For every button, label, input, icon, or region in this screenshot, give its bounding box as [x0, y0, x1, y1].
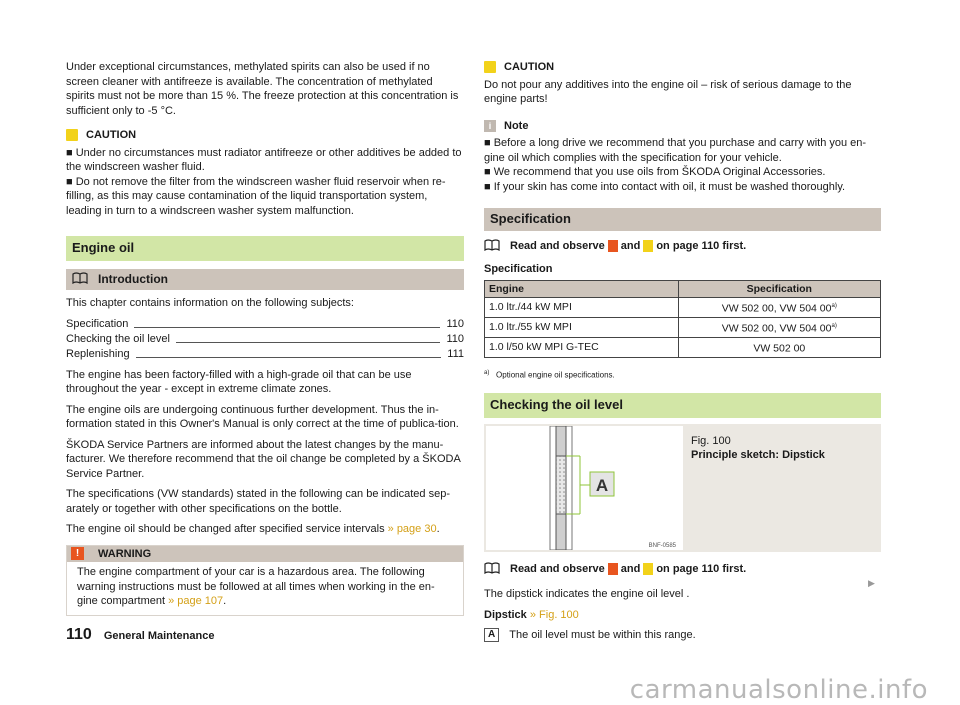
column-header: Specification	[678, 280, 880, 298]
footnote-ref: a)	[831, 323, 837, 329]
toc-label: Checking the oil level	[66, 333, 170, 345]
read-observe-suffix: on page 110 first.	[656, 240, 747, 252]
caution-icon	[484, 61, 496, 73]
warning-marker-icon	[608, 563, 618, 575]
read-observe-and: and	[620, 563, 641, 576]
service-interval-text: The engine oil should be changed after specified service intervals	[66, 523, 388, 535]
book-icon	[484, 239, 502, 255]
toc-item[interactable]	[66, 332, 464, 347]
caution-title: CAUTION	[504, 61, 555, 73]
period: .	[436, 523, 440, 535]
legend-label: A	[484, 628, 499, 642]
toc-item[interactable]	[66, 317, 464, 332]
introduction-heading	[66, 269, 464, 291]
body-paragraph: The specifications (VW standards) stated in the following can be indicated sep-arately or together with other specifications on the bottle.	[66, 488, 450, 515]
toc-leader	[136, 357, 442, 358]
specification-section-title: Specification	[484, 208, 881, 231]
page-link[interactable]: » page 30	[387, 523, 437, 535]
toc-label: Specification	[66, 318, 129, 330]
note-bullet: ■ Before a long drive we recommend that you purchase and carry with you en-gine oil which complies with the specification for your vehicle.	[484, 137, 867, 164]
dipstick-illustration	[486, 426, 683, 550]
toc-page: 111	[447, 348, 464, 360]
spec-table	[484, 280, 881, 359]
legend-text: The oil level must be within this range.	[509, 629, 696, 642]
page-link[interactable]: » page 107	[168, 595, 224, 607]
caution-bullet: ■ Under no circumstances must radiator antifreeze or other additives be added to the windscreen washer fluid.	[66, 146, 462, 173]
left-column	[66, 60, 464, 616]
spec-value: VW 502 00, VW 504 00	[721, 302, 832, 315]
figure-number: Fig. 100	[691, 434, 731, 447]
spec-value: VW 502 00, VW 504 00	[721, 322, 832, 335]
footnote-ref: a)	[831, 303, 837, 309]
book-icon	[72, 272, 90, 288]
table-cell: 1.0 ltr./44 kW MPI	[485, 298, 679, 318]
warning-icon: !	[71, 547, 84, 560]
figure-caption-text: Principle sketch: Dipstick	[691, 449, 825, 462]
dipstick-sketch	[486, 426, 683, 550]
table-cell	[678, 298, 880, 318]
chapter-name: General Maintenance	[103, 630, 215, 642]
footnote	[484, 366, 881, 383]
legend-item	[484, 628, 881, 643]
dipstick-paragraph: The dipstick indicates the engine oil level .	[484, 588, 690, 601]
caution-bullet: ■ Do not remove the filter from the windscreen washer fluid reservoir when re-filling, as this may cause contamination of the liquid transportation system, leading in turn to a windscreen washer system malfunction.	[66, 175, 446, 217]
warning-title: WARNING	[98, 547, 152, 560]
dipstick-label: Dipstick	[484, 608, 527, 621]
note-bullet: ■ We recommend that you use oils from ŠKODA Original Accessories.	[484, 166, 826, 178]
period: .	[223, 595, 227, 607]
read-observe-prefix: Read and observe	[510, 563, 605, 576]
figure-link[interactable]: » Fig. 100	[529, 608, 579, 621]
spec-value: VW 502 00	[753, 342, 806, 355]
caution-marker-icon	[643, 563, 653, 575]
caution-marker-icon	[643, 240, 653, 252]
chapter-text: This chapter contains information on the following subjects:	[66, 297, 354, 309]
table-row	[485, 318, 881, 338]
table-row	[485, 338, 881, 358]
footnote-mark: a)	[484, 370, 490, 376]
note-heading	[484, 119, 881, 134]
spec-label: Specification	[484, 263, 553, 275]
section-title-engine-oil: Engine oil	[66, 236, 464, 261]
caution-heading	[484, 60, 881, 75]
caution-text: Do not pour any additives into the engine oil – risk of serious damage to the engine parts!	[484, 78, 852, 105]
caution-icon	[66, 129, 78, 141]
warning-body-text: The engine compartment of your car is a hazardous area. The following warning instructions must be followed at all times when working in the en-gine compartment	[77, 566, 435, 607]
read-observe-line	[484, 562, 881, 578]
body-paragraph: ŠKODA Service Partners are informed about the latest changes by the manu-facturer. We therefore recommend that the oil change be completed by a ŠKODA Service Partner.	[66, 438, 461, 480]
read-observe-prefix: Read and observe	[510, 240, 605, 252]
toc-page: 110	[446, 333, 464, 345]
right-column	[484, 60, 881, 643]
warning-marker-icon	[608, 240, 618, 252]
toc-page: 110	[446, 318, 464, 330]
figure	[484, 424, 881, 552]
dipstick-line	[484, 608, 881, 623]
note-title: Note	[504, 119, 529, 132]
toc-leader	[134, 327, 440, 328]
column-header: Engine	[485, 280, 679, 298]
caution-title: CAUTION	[86, 129, 137, 141]
footnote-text: Optional engine oil specifications.	[496, 370, 615, 380]
warning-heading	[67, 546, 463, 563]
table-cell	[678, 318, 880, 338]
body-paragraph	[66, 522, 464, 537]
section-title-checking-oil-level: Checking the oil level	[484, 393, 881, 418]
page-number: 110	[66, 626, 92, 643]
read-observe-suffix: on page 110 first.	[656, 563, 747, 576]
body-paragraph: The engine has been factory-filled with a high-grade oil that can be use throughout the year - except in extreme climate zones.	[66, 368, 412, 395]
read-observe-line	[484, 239, 881, 255]
figure-label-a: A	[595, 475, 609, 495]
table-cell: 1.0 l/50 kW MPI G-TEC	[485, 338, 679, 358]
intro-paragraph: Under exceptional circumstances, methylated spirits can also be used if no screen cleaner with antifreeze is available. The concentration of methylated spirits must not be more than 15 %. The freeze protection at this concentration is sufficient only to -5 °C.	[66, 61, 459, 117]
table-row	[485, 298, 881, 318]
toc-leader	[176, 342, 441, 343]
page-footer	[66, 628, 214, 644]
warning-text	[67, 562, 463, 609]
continue-arrow-icon: ▶	[868, 578, 875, 588]
toc-item[interactable]	[66, 347, 464, 362]
book-icon	[484, 562, 502, 578]
read-observe-and: and	[620, 240, 641, 252]
info-icon: i	[484, 120, 496, 132]
figure-caption	[683, 424, 833, 552]
figure-code: BNF-0585	[648, 542, 676, 549]
table-header-row	[485, 280, 881, 298]
note-bullet: ■ If your skin has come into contact with oil, it must be washed thoroughly.	[484, 180, 846, 193]
table-cell	[678, 338, 880, 358]
introduction-title: Introduction	[98, 272, 168, 286]
body-paragraph: The engine oils are undergoing continuous further development. Thus the in-formation stated in this Owner's Manual is only correct at the time of publica-tion.	[66, 403, 459, 430]
table-cell: 1.0 ltr./55 kW MPI	[485, 318, 679, 338]
caution-heading	[66, 128, 464, 143]
toc-label: Replenishing	[66, 348, 130, 360]
warning-box	[66, 545, 464, 616]
watermark: carmanualsonline.info	[629, 674, 928, 705]
